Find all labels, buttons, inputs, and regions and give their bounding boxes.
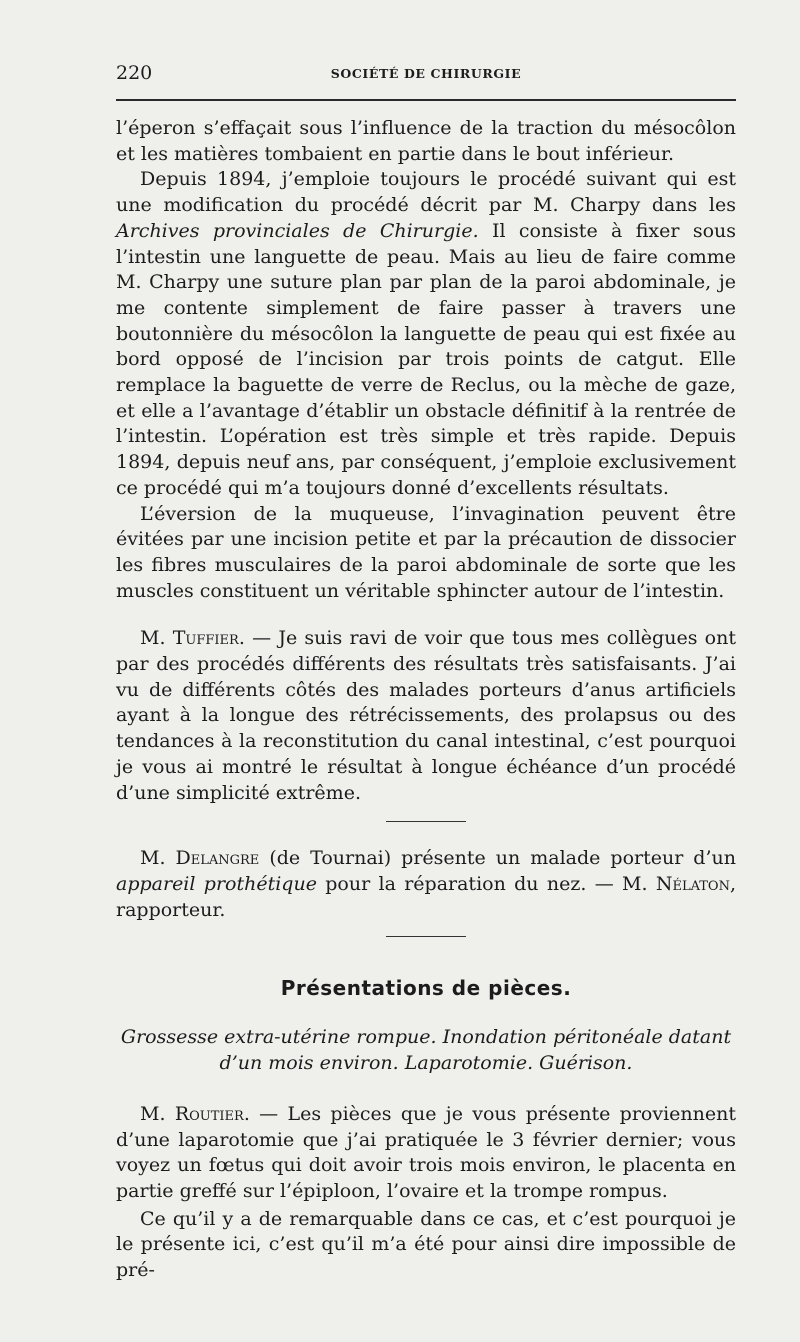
speaker-name: Routier. (174, 1102, 250, 1125)
presenter-name: Delangre (175, 847, 260, 870)
page-header (116, 60, 736, 90)
page-number: 220 (116, 62, 153, 84)
paragraph-procedure: Depuis 1894, j’emploie toujours le procédé suivant qui est une modification du procédé décrit par M. Charpy dans les Archives provinciales de Chirurgie. Il consiste à fixer sous l’intestin une languette de peau. Mais au lieu de faire comme M. Charpy une suture plan par plan de la paroi abdominale, je me contente simplement de faire passer à travers une boutonnière du mésocôlon la languette de peau qui est fixée au bord opposé de l’incision par trois points de catgut. Elle remplace la baguette de verre de Reclus, ou la mèche de gaze, et elle a l’avantage d’établir un obstacle définitif à la rentrée de l’intestin. L’opération est très simple et très rapide. Depuis 1894, depuis neuf ans, par conséquent, j’emploie exclusivement ce procédé qui m’a toujours donné d’excellents résultats. (116, 168, 736, 499)
paragraph-remarkable: Ce qu’il y a de remarquable dans ce cas, et c’est pourquoi je le présente ici, c’est qu’il m’a été pour ainsi dire impossible de pré- (116, 1207, 736, 1282)
section-heading: Présentations de pièces. (280, 976, 572, 1001)
section-divider (386, 821, 466, 822)
section-divider (386, 936, 466, 937)
page-body (116, 116, 736, 1284)
journal-title: Archives provinciales de Chirurgie. (116, 219, 479, 242)
device-name: appareil prothétique (116, 872, 317, 895)
running-title: SOCIÉTÉ DE CHIRURGIE (330, 66, 522, 81)
paragraph-eversion: L’éversion de la muqueuse, l’invagination peuvent être évitées par une incision petite et par la précaution de dissocier les fibres musculaires de la paroi abdominale de sorte que les muscles constituent un véritable sphincter autour de l’intestin. (116, 502, 736, 602)
header-rule (116, 99, 736, 101)
paragraph-tuffier: M. Tuffier. — Je suis ravi de voir que tous mes collègues ont par des procédés différents des résultats très satisfaisants. J’ai vu de différents côtés des malades porteurs d’anus artificiels ayant à la longue des rétrécissements, des prolapsus ou des tendances à la reconstitution du canal intestinal, c’est pourquoi je vous ai montré le résultat à longue échéance d’un procédé d’une simplicité extrême. (116, 627, 736, 804)
case-subtitle: Grossesse extra-utérine rompue. Inondation péritonéale datant d’un mois environ. Laparotomie. Guérison. (120, 1026, 732, 1075)
paragraph-delangre: M. Delangre (de Tournai) présente un malade porteur d’un appareil prothétique pour la réparation du nez. — M. Nélaton, rapporteur. (116, 847, 736, 921)
paragraph-continuation: l’éperon s’effaçait sous l’influence de la traction du mésocôlon et les matières tombaient en partie dans le bout inférieur. (116, 117, 736, 165)
reporter-name: Nélaton, (655, 872, 736, 895)
paragraph-routier: M. Routier. — Les pièces que je vous présente proviennent d’une laparotomie que j’ai pratiquée le 3 février dernier; vous voyez un fœtus qui doit avoir trois mois environ, le placenta en partie greffé sur l’épiploon, l’ovaire et la trompe rompus. (116, 1102, 736, 1202)
speaker-name: Tuffier. (172, 627, 245, 650)
